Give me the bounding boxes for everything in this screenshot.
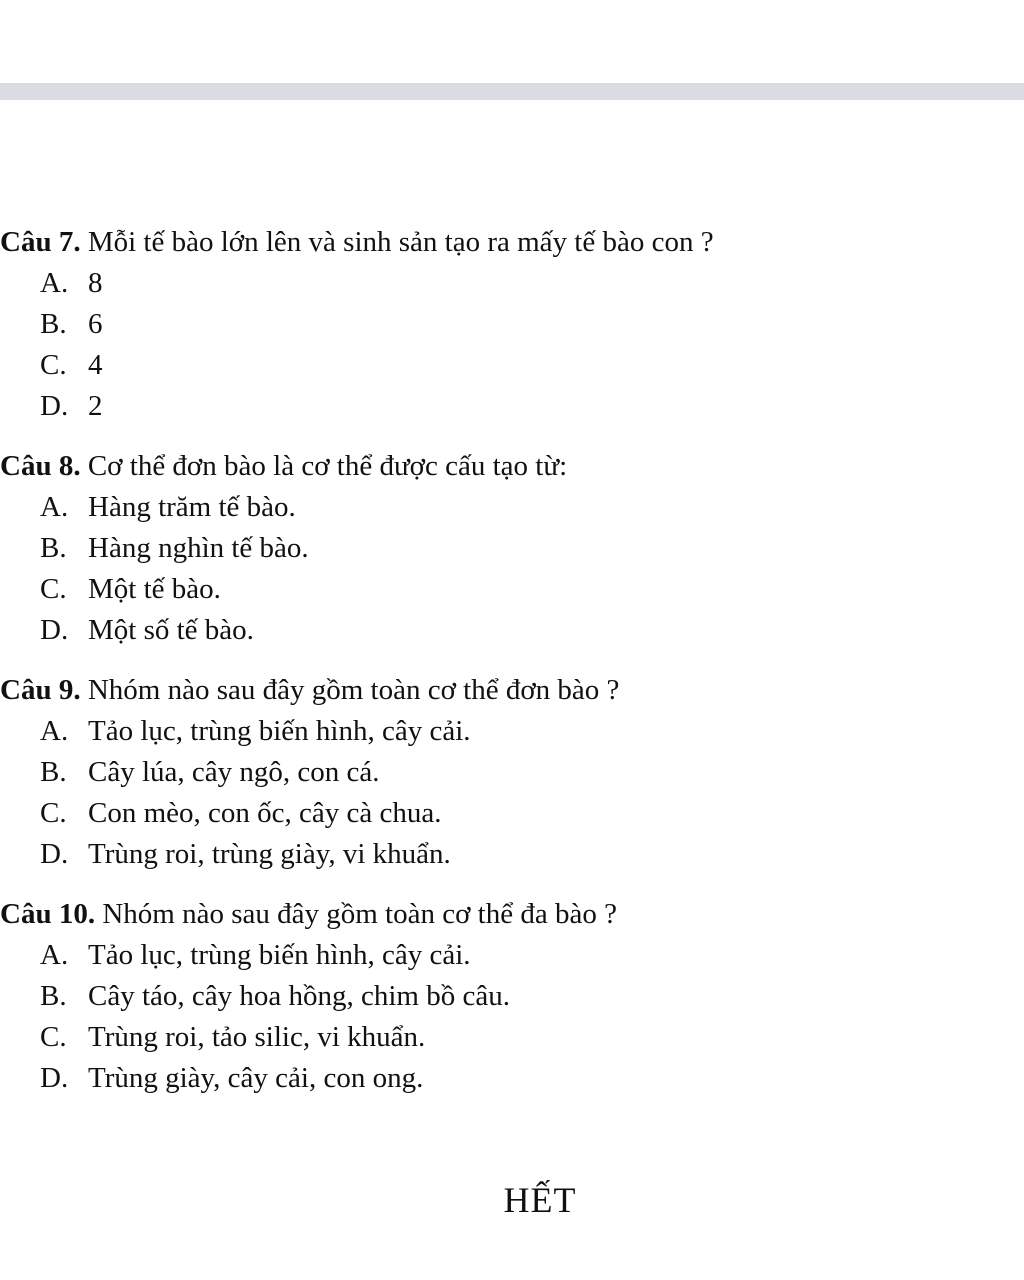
option-letter: C. bbox=[40, 349, 67, 381]
question-9 bbox=[0, 670, 1024, 875]
answer-options bbox=[0, 263, 1024, 427]
option-a bbox=[0, 487, 1024, 528]
option-d bbox=[0, 386, 1024, 427]
option-letter: A. bbox=[40, 939, 69, 971]
question-title bbox=[0, 446, 1024, 487]
option-d bbox=[0, 834, 1024, 875]
option-letter: D. bbox=[40, 390, 69, 422]
option-text: Cây táo, cây hoa hồng, chim bồ câu. bbox=[88, 980, 510, 1012]
option-text: Cây lúa, cây ngô, con cá. bbox=[88, 756, 380, 788]
question-text: Mỗi tế bào lớn lên và sinh sản tạo ra mấy tế bào con ? bbox=[87, 226, 714, 258]
question-title bbox=[0, 894, 1024, 935]
question-number: Câu 10. bbox=[0, 898, 96, 930]
question-7 bbox=[0, 222, 1024, 427]
option-b bbox=[0, 976, 1024, 1017]
option-letter: C. bbox=[40, 573, 67, 605]
option-text: Trùng roi, trùng giày, vi khuẩn. bbox=[88, 838, 451, 870]
option-c bbox=[0, 1017, 1024, 1058]
question-text: Nhóm nào sau đây gồm toàn cơ thể đa bào ? bbox=[102, 898, 617, 930]
end-mark: HẾT bbox=[503, 1180, 577, 1220]
option-letter: C. bbox=[40, 797, 67, 829]
answer-options bbox=[0, 935, 1024, 1099]
option-text: Trùng roi, tảo silic, vi khuẩn. bbox=[88, 1021, 426, 1053]
option-text: Hàng nghìn tế bào. bbox=[88, 532, 309, 564]
option-c bbox=[0, 569, 1024, 610]
option-letter: D. bbox=[40, 838, 69, 870]
option-text: Trùng giày, cây cải, con ong. bbox=[88, 1062, 424, 1094]
top-divider-band bbox=[0, 83, 1024, 100]
option-d bbox=[0, 1058, 1024, 1099]
option-text: Một tế bào. bbox=[88, 573, 221, 605]
option-a bbox=[0, 711, 1024, 752]
question-number: Câu 8. bbox=[0, 450, 81, 482]
option-text: 6 bbox=[88, 308, 103, 340]
option-text: Một số tế bào. bbox=[88, 614, 254, 646]
option-text: Tảo lục, trùng biến hình, cây cải. bbox=[88, 715, 471, 747]
option-text: 8 bbox=[88, 267, 103, 299]
option-letter: D. bbox=[40, 1062, 69, 1094]
option-b bbox=[0, 528, 1024, 569]
question-text: Cơ thể đơn bào là cơ thể được cấu tạo từ: bbox=[87, 450, 568, 482]
question-number: Câu 9. bbox=[0, 674, 81, 706]
option-letter: B. bbox=[40, 308, 67, 340]
option-text: 4 bbox=[88, 349, 103, 381]
question-10 bbox=[0, 894, 1024, 1099]
option-c bbox=[0, 793, 1024, 834]
option-letter: C. bbox=[40, 1021, 67, 1053]
question-text: Nhóm nào sau đây gồm toàn cơ thể đơn bào ? bbox=[87, 674, 620, 706]
option-text: Tảo lục, trùng biến hình, cây cải. bbox=[88, 939, 471, 971]
option-letter: A. bbox=[40, 491, 69, 523]
option-text: Con mèo, con ốc, cây cà chua. bbox=[88, 797, 442, 829]
option-a bbox=[0, 935, 1024, 976]
option-letter: B. bbox=[40, 532, 67, 564]
option-letter: A. bbox=[40, 267, 69, 299]
option-letter: D. bbox=[40, 614, 69, 646]
option-text: 2 bbox=[88, 390, 103, 422]
option-letter: B. bbox=[40, 980, 67, 1012]
option-c bbox=[0, 345, 1024, 386]
option-letter: B. bbox=[40, 756, 67, 788]
question-title bbox=[0, 670, 1024, 711]
question-title bbox=[0, 222, 1024, 263]
option-letter: A. bbox=[40, 715, 69, 747]
option-text: Hàng trăm tế bào. bbox=[88, 491, 296, 523]
option-b bbox=[0, 752, 1024, 793]
option-b bbox=[0, 304, 1024, 345]
answer-options bbox=[0, 711, 1024, 875]
option-d bbox=[0, 610, 1024, 651]
option-a bbox=[0, 263, 1024, 304]
answer-options bbox=[0, 487, 1024, 651]
question-number: Câu 7. bbox=[0, 226, 81, 258]
question-8 bbox=[0, 446, 1024, 651]
